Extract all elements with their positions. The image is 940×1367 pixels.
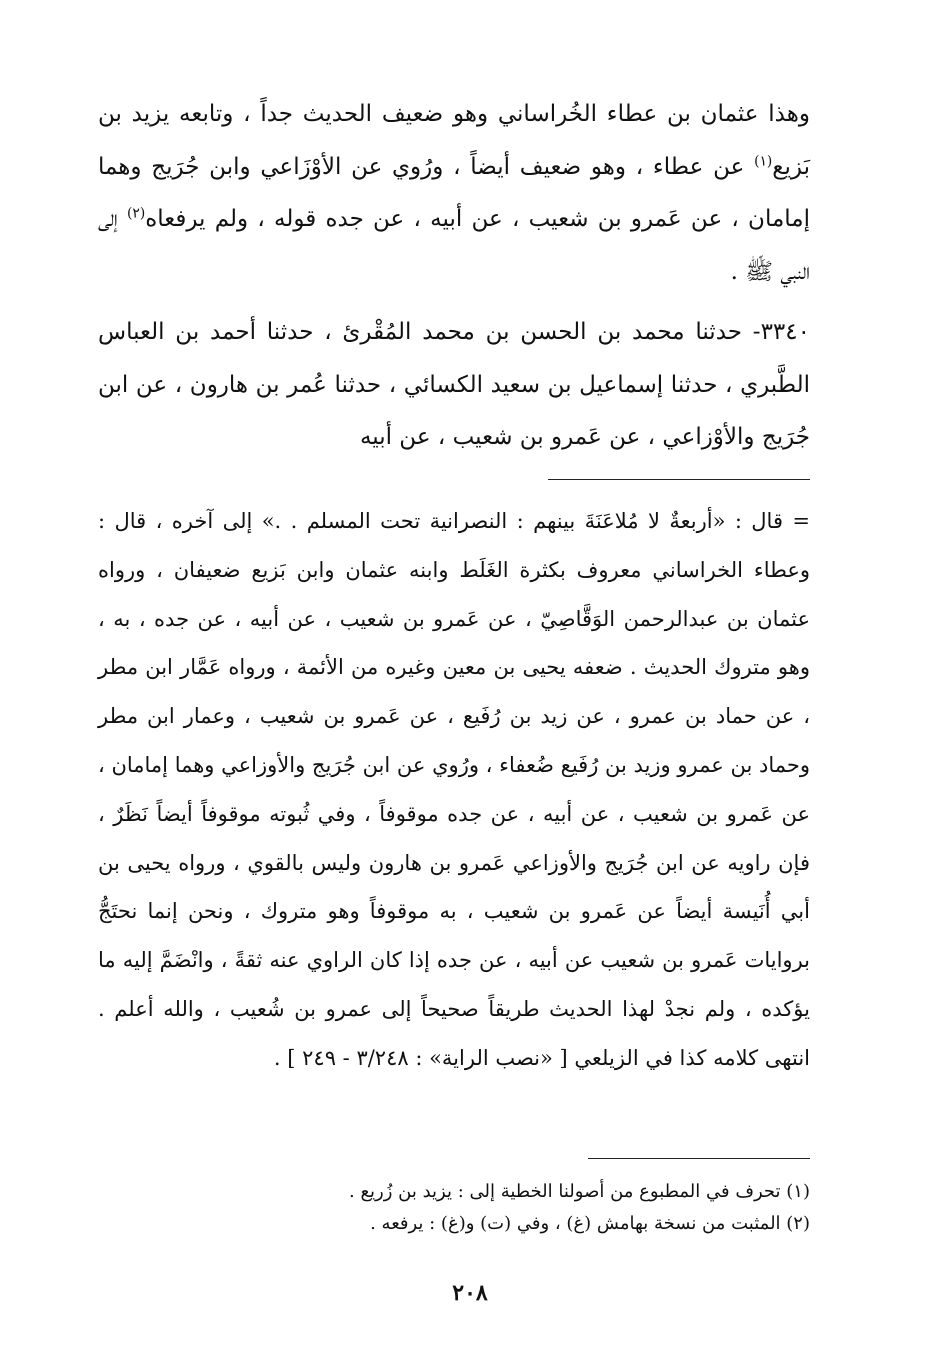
- page-number: ٢٠٨: [452, 1280, 488, 1306]
- main-paragraph-1: [98, 88, 810, 298]
- footnote-ref-2: (٢): [127, 205, 146, 222]
- main-paragraph-1-part-1: وهذا عثمان بن عطاء الخُراساني وهو ضعيف الحديث جداً ، وتابعه يزيد بن بَزيع: [98, 101, 810, 180]
- footnote-ref-1: (١): [754, 152, 773, 169]
- footnote-2: (٢) المثبت من نسخة بهامش (غ) ، وفي (ت) و(غ) : يرفعه .: [370, 1213, 810, 1234]
- commentary: [98, 497, 810, 1083]
- hadith-3340: ٣٣٤٠- حدثنا محمد بن الحسن بن محمد المُقْرئ ، حدثنا أحمد بن العباس الطَّبري ، حدثنا إسماعيل بن سعيد الكسائي ، حدثنا عُمر بن هارون ، عن ابن جُرَيج والأوْزاعي ، عن عَمرو بن شعيب ، عن أبيه: [98, 319, 810, 450]
- footnote-separator: [588, 1158, 810, 1159]
- footnote-1: (١) تحرف في المطبوع من أصولنا الخطية إلى : يزيد بن زُريع .: [349, 1181, 810, 1202]
- main-paragraph-1-part-2: عن عطاء ، وهو ضعيف أيضاً ، ورُوي عن الأوْزَاعي وابن جُرَيج وهما إمامان ، عن عَمرو بن شعيب ، عن أبيه ، عن جده قوله ، ولم يرفعاه: [98, 153, 810, 232]
- main-paragraph-1-part-3: إلى النبي ﷺ .: [98, 206, 810, 285]
- main-text: [98, 88, 810, 464]
- footnotes: [250, 1176, 810, 1240]
- commentary-separator: [548, 479, 810, 480]
- commentary-text: = قال : «أربعةٌ لا مُلاعَنَةَ بينهم : النصرانية تحت المسلم . .» إلى آخره ، قال : وعطاء الخراساني معروف بكثرة الغَلَط وابنه عثمان وابن بَزيع ضعيفان ، ورواه عثمان بن عبدالرحمن الوَقَّاصِيّ ، عن عَمرو بن شعيب ، عن أبيه ، عن جده ، به ، وهو متروك الحديث . ضعفه يحيى بن معين وغيره من الأئمة ، ورواه عَمَّار ابن مطر ، عن حماد بن عمرو ، عن زيد بن رُفَيع ، عن عَمرو بن شعيب ، وعمار ابن مطر وحماد بن عمرو وزيد بن رُفَيع ضُعفاء ، ورُوي عن ابن جُرَيج والأوزاعي وهما إمامان ، عن عَمرو بن شعيب ، عن أبيه ، عن جده موقوفاً ، وفي ثُبوته موقوفاً أيضاً نَظَرٌ ، فإن راويه عن ابن جُرَيج والأوزاعي عَمرو بن هارون وليس بالقوي ، ورواه يحيى بن أبي أُنَيسة أيضاً عن عَمرو بن شعيب ، به موقوفاً وهو متروك ، ونحن إنما نحتَجُّ بروايات عَمرو بن شعيب عن أبيه ، عن جده إذا كان الراوي عنه ثقةً ، وانْضَمَّ إليه ما يؤكده ، ولم نجدْ لهذا الحديث طريقاً صحيحاً إلى عمرو بن شُعيب ، والله أعلم . انتهى كلامه كذا في الزيلعي [ «نصب الراية» : ٣/٢٤٨ - ٢٤٩ ] .: [98, 509, 810, 1070]
